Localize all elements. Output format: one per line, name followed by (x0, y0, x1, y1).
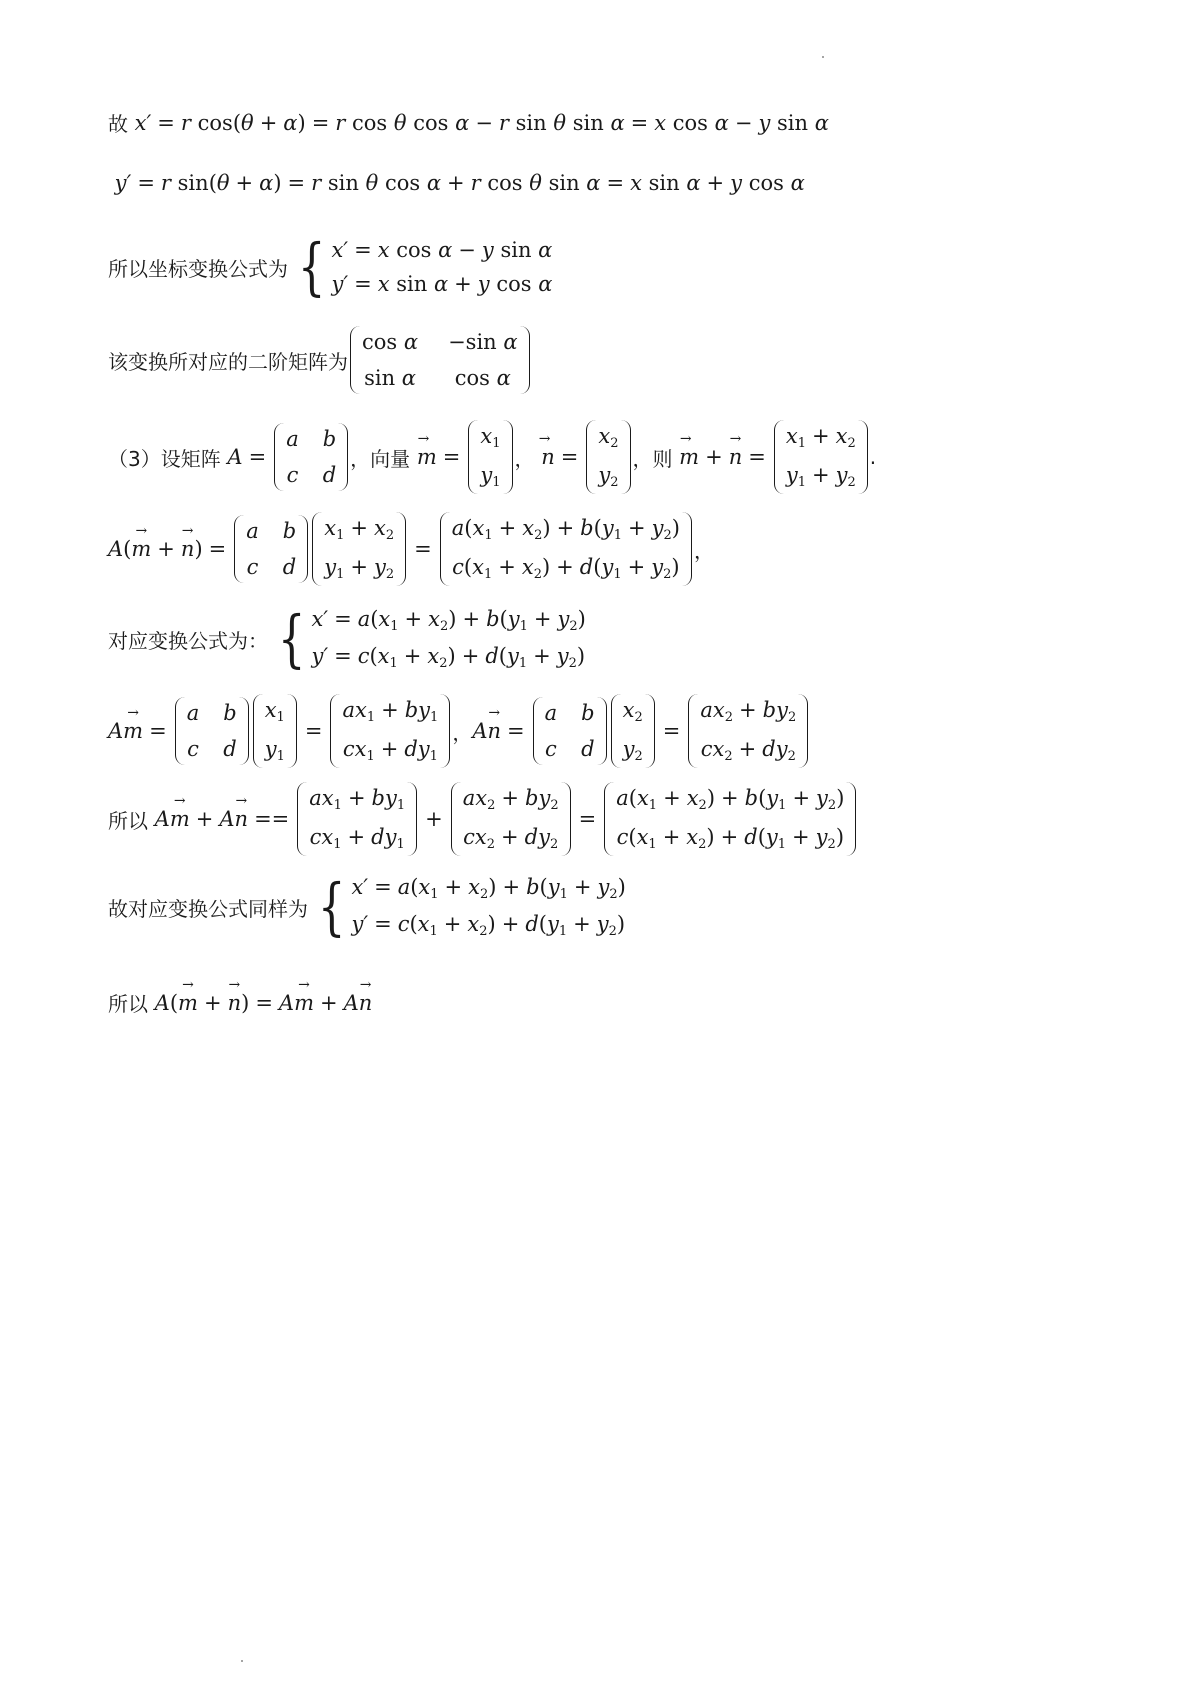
transform-system-sum: 对应变换公式为： { $x' = a(x_1 + x_2) + b(y_1 + y_2)$ $y' = c(x_1 + x_2) + d(y_1 + y_2)$ (108, 602, 586, 675)
vector-m-plus-n: $x_1 + x_2$ $y_1 + y_2$ (774, 420, 868, 494)
coordinate-transform-system: 所以坐标变换公式为 { x′ = x cos α − y sin α y′ = x sin α + y cos α (108, 230, 553, 303)
matrix-A: a b c d (274, 423, 348, 491)
part3-setup: （3）设矩阵 A = a b c d ， 向量 → m = $x_1$ $y_1$ ， → n = $x_2$ $y_2$ ， 则 → m + → n = $x_1 + x_2$ $y_1 + y_2$ . (108, 420, 876, 494)
equation-x-prime: 故 x′ = r cos ( θ + α ) = r cos θ cos α − r sin θ sin α = x cos α − y sin α (108, 108, 829, 137)
Am-plus-An: 所以 A → m + A → n == $ax_1 + by_1$ $cx_1 + dy_1$ + $ax_2 + by_2$ $cx_2 + dy_2$ = $a(x_1 + x_2) + b(y_1 + y_2)$ $c(x_1 + x_2) + d(y_1 + y_2)$ (108, 782, 858, 856)
vector-m: $x_1$ $y_1$ (468, 420, 512, 494)
scan-speck (241, 1660, 243, 1662)
transform-system-same: 故对应变换公式同样为 { $x' = a(x_1 + x_2) + b(y_1 + y_2)$ $y' = c(x_1 + x_2) + d(y_1 + y_2)$ (108, 870, 626, 943)
label-ze: 则 (652, 446, 673, 471)
label-transform-formula: 对应变换公式为： (108, 628, 268, 653)
label-vector: 向量 (370, 446, 411, 471)
rotation-matrix: cos α −sin α sin α cos α (350, 326, 530, 394)
label-part3: （3）设矩阵 (108, 446, 221, 471)
label-suoyi-final: 所以 (108, 992, 148, 1016)
rotation-matrix-line (108, 326, 532, 394)
label-second-order-matrix: 该变换所对应的二阶矩阵为 (108, 349, 348, 374)
vector-n: $x_2$ $y_2$ (586, 420, 630, 494)
label-same-formula: 故对应变换公式同样为 (108, 896, 308, 921)
scan-speck (822, 56, 824, 58)
conclusion-line: 所以 A ( → m + → n ) = A → m + A → n (108, 988, 372, 1017)
label-coordinate-formula: 所以坐标变换公式为 (108, 256, 288, 281)
A-times-m-plus-n: A ( → m + → n ) = a b c d $x_1 + x_2$ $y_1 + y_2$ = $a(x_1 + x_2) + b(y_1 + y_2)$ $c(x_1 + x_2) + d(y_1 + y_2)$ ， (108, 512, 714, 586)
label-gu: 故 (108, 112, 128, 136)
Am-and-An: A → m = a b c d $x_1$ $y_1$ = $ax_1 + by_1$ $cx_1 + dy_1$ ， A → n = a b c d $x_2$ $y_2$ = $ax_2 + by_2$ $cx_2 + dy_2$ (108, 694, 810, 768)
equation-y-prime: y′ = r sin ( θ + α ) = r sin θ cos α + r cos θ sin α = x sin α + y cos α (108, 171, 805, 195)
label-suoyi: 所以 (108, 808, 148, 833)
